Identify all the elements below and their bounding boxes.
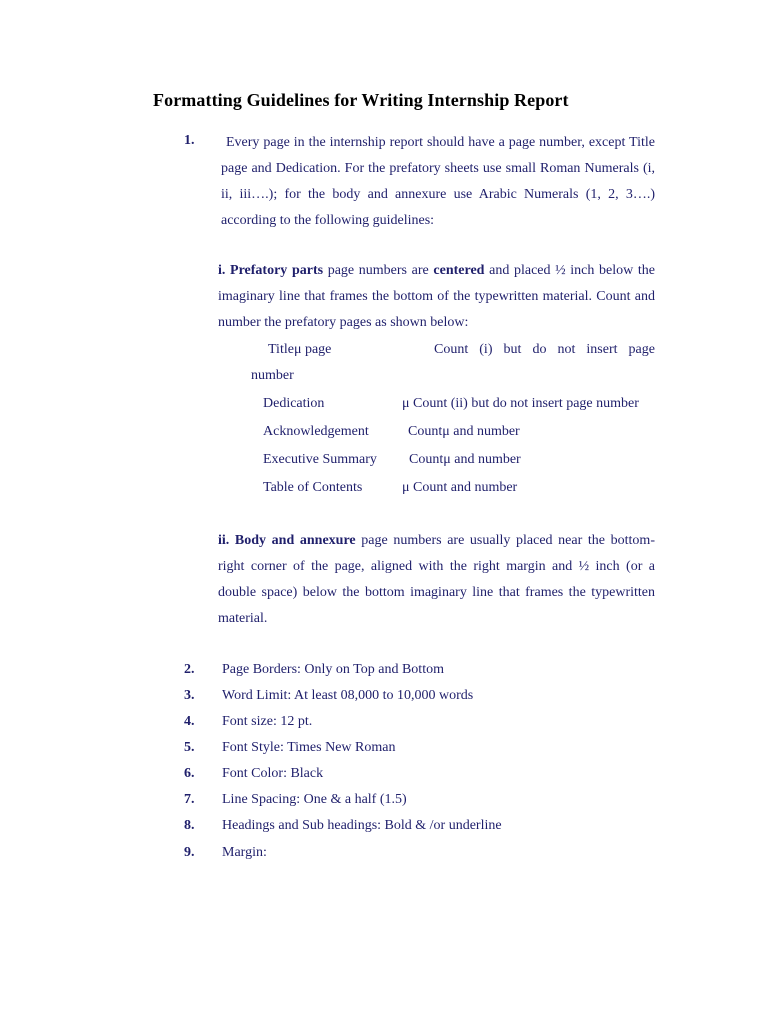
list-item-text: Font Color: Black [222,766,324,781]
body-label: ii. Body and annexure [218,533,356,548]
list-item-number: 2. [184,662,195,677]
prefatory-row-name: Acknowledgement [263,424,369,439]
prefatory-row-rule-cont: number [251,368,294,383]
list-item-number: 4. [184,714,195,729]
list-item-text: Font Style: Times New Roman [222,740,396,755]
list-item-number: 5. [184,740,195,755]
item-1-text: Every page in the internship report should have a page number, except Title page and Dedication. For the prefatory sheets use small Roman Numerals (i, ii, iii….); for the body and annexure use Arabic Numerals (1, 2, 3….) according to the following guidelines: [221,135,655,228]
prefatory-row-rule: μ Count and number [402,480,518,495]
body-paragraph [218,528,655,632]
prefatory-text-b: and placed ½ inch below the imaginary line that frames the bottom of the typewritten material. Count and number the prefatory pages as shown below: [218,263,656,330]
prefatory-row-rule: μ Count (ii) but do not insert page number [402,396,639,411]
list-item [0,818,768,840]
prefatory-label: i. Prefatory parts [218,263,324,278]
list-item [0,845,768,867]
list-item [0,740,768,762]
list-item-number: 6. [184,766,195,781]
prefatory-centered: centered [433,263,485,278]
list-item-text: Line Spacing: One & a half (1.5) [222,792,407,807]
prefatory-row-name: Dedication [263,396,325,411]
list-item-number: 3. [184,688,195,703]
prefatory-row-rule: Count (i) but do not insert page [434,342,655,357]
list-item [0,714,768,736]
list-item-text: Headings and Sub headings: Bold & /or underline [222,818,502,833]
list-item-text: Font size: 12 pt. [222,714,313,729]
list-item-text: Page Borders: Only on Top and Bottom [222,662,444,677]
prefatory-row-name: Titleμ page [268,342,332,357]
list-item-text: Word Limit: At least 08,000 to 10,000 words [222,688,474,703]
prefatory-row-rule: Countμ and number [408,424,520,439]
item-1-paragraph [221,130,655,234]
page-title: Formatting Guidelines for Writing Internship Report [153,90,569,110]
list-item-number: 7. [184,792,195,807]
prefatory-row-name: Table of Contents [263,480,363,495]
prefatory-row-name: Executive Summary [263,452,377,467]
prefatory-row-rule: Countμ and number [409,452,521,467]
list-item-number: 9. [184,845,195,860]
item-1-number: 1. [184,133,195,148]
list-item [0,766,768,788]
list-item-text: Margin: [222,845,267,860]
prefatory-text-a: page numbers are [323,263,434,278]
list-item [0,662,768,684]
prefatory-paragraph [218,258,655,336]
list-item [0,688,768,710]
body-text: page numbers are usually placed near the bottom-right corner of the page, aligned with the right margin and ½ inch (or a double space) below the bottom imaginary line that frames the typewritten material. [218,533,655,626]
list-item-number: 8. [184,818,195,833]
list-item [0,792,768,814]
